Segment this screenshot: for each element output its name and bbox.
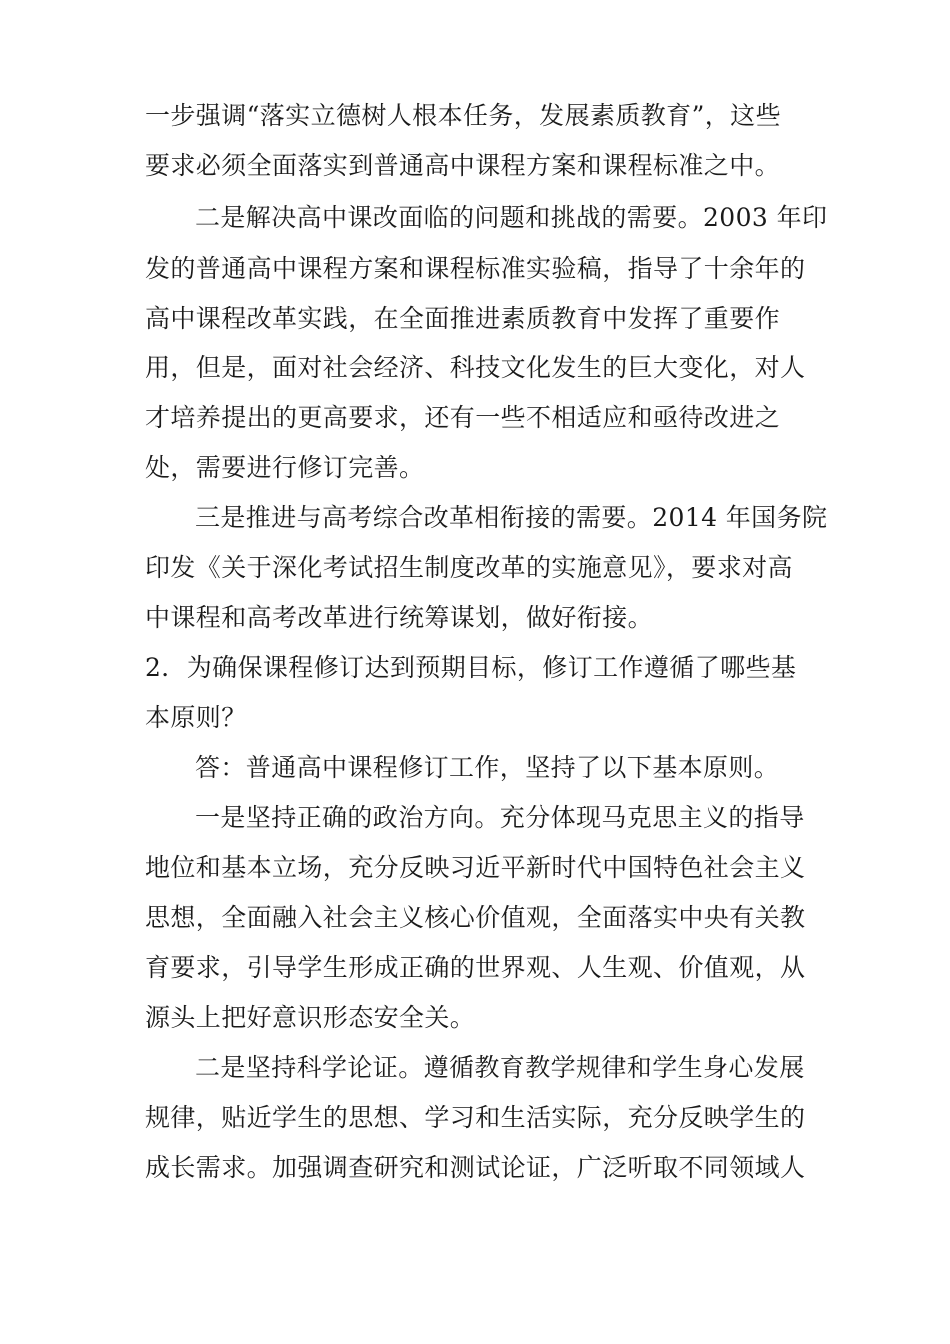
text-line: 地位和基本立场，充分反映习近平新时代中国特色社会主义: [145, 853, 806, 882]
text-line: 处，需要进行修订完善。: [145, 453, 425, 482]
text-line: 二是解决高中课改面临的问题和挑战的需要。2003 年印: [195, 203, 828, 232]
question-heading: 2．为确保课程修订达到预期目标，修订工作遵循了哪些基: [145, 653, 797, 682]
text-line: 成长需求。加强调查研究和测试论证，广泛听取不同领域人: [145, 1153, 806, 1182]
text-line: 要求必须全面落实到普通高中课程方案和课程标准之中。: [145, 151, 781, 180]
text-line: 思想，全面融入社会主义核心价值观，全面落实中央有关教: [145, 903, 806, 932]
text-line: 二是坚持科学论证。遵循教育教学规律和学生身心发展: [195, 1053, 805, 1082]
text-line: 印发《关于深化考试招生制度改革的实施意见》，要求对高: [145, 553, 793, 582]
question-heading: 本原则？: [145, 703, 247, 732]
text-line: 一是坚持正确的政治方向。充分体现马克思主义的指导: [195, 803, 805, 832]
text-line: 源头上把好意识形态安全关。: [145, 1003, 476, 1032]
text-line: 规律，贴近学生的思想、学习和生活实际，充分反映学生的: [145, 1103, 806, 1132]
text-line: 用，但是，面对社会经济、科技文化发生的巨大变化，对人: [145, 353, 806, 382]
text-line: 育要求，引导学生形成正确的世界观、人生观、价值观，从: [145, 953, 806, 982]
text-line: 才培养提出的更高要求，还有一些不相适应和亟待改进之: [145, 403, 781, 432]
text-line: 发的普通高中课程方案和课程标准实验稿，指导了十余年的: [145, 254, 806, 283]
text-line: 三是推进与高考综合改革相衔接的需要。2014 年国务院: [195, 503, 828, 532]
text-line: 高中课程改革实践，在全面推进素质教育中发挥了重要作: [145, 304, 781, 333]
answer-line: 答：普通高中课程修订工作，坚持了以下基本原则。: [195, 753, 780, 782]
text-line: 一步强调“落实立德树人根本任务，发展素质教育”，这些: [145, 101, 781, 130]
text-line: 中课程和高考改革进行统筹谋划，做好衔接。: [145, 603, 654, 632]
